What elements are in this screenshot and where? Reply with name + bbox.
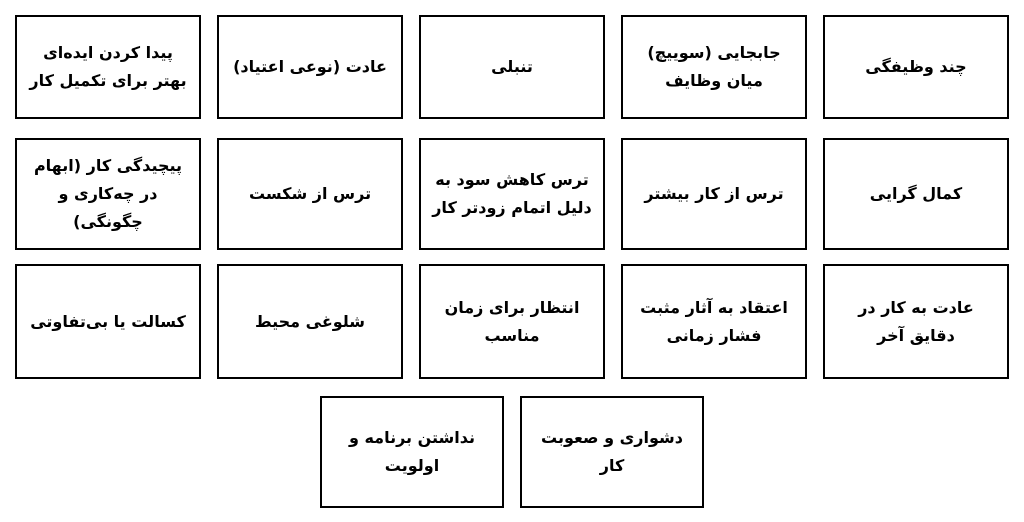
diagram-box-noisy-environment: [217, 264, 403, 379]
box-label: جابجایی (سوییچ) میان وظایف: [647, 43, 781, 90]
diagram-box-multitasking: [823, 15, 1009, 119]
box-label: انتظار برای زمان مناسب: [444, 297, 580, 345]
box-label: ترس کاهش سود به دلیل اتمام زودتر کار: [432, 170, 592, 217]
diagram-box-fear-of-more-work: [621, 138, 807, 250]
box-label: نداشتن برنامه و اولویت: [348, 428, 476, 475]
box-label: چند وظیفگی: [865, 57, 967, 76]
diagram-box-task-difficulty: [520, 396, 704, 508]
diagram-box-fear-of-failure: [217, 138, 403, 250]
box-label: ترس از کار بیشتر: [644, 184, 784, 203]
box-label: شلوغی محیط: [254, 311, 366, 331]
diagram-row-4: [0, 396, 1024, 508]
box-label: اعتقاد به آثار مثبت فشار زمانی: [640, 297, 788, 345]
diagram-box-fear-of-profit-loss: [419, 138, 605, 250]
box-label: پیدا کردن ایده‌ای بهتر برای تکمیل کار: [29, 43, 187, 90]
box-label: پیچیدگی کار (ابهام در چه‌کاری و چگونگی): [33, 156, 183, 231]
box-label: عادت به کار در دقایق آخر: [858, 297, 974, 345]
box-label: تنبلی: [491, 57, 533, 76]
diagram-row-3: [0, 264, 1024, 379]
diagram-box-finding-better-idea: [15, 15, 201, 119]
diagram-box-no-plan-priority: [320, 396, 504, 508]
diagram-row-2: [0, 138, 1024, 250]
diagram-box-habit-addiction: [217, 15, 403, 119]
box-label: کمال گرایی: [869, 184, 963, 203]
box-label: عادت (نوعی اعتیاد): [233, 57, 387, 76]
diagram-row-1: [0, 15, 1024, 119]
box-label: کسالت یا بی‌تفاوتی: [30, 311, 186, 331]
diagram-box-boredom-indifference: [15, 264, 201, 379]
diagram-box-task-switching: [621, 15, 807, 119]
diagram-box-belief-in-time-pressure: [621, 264, 807, 379]
diagram-box-last-minute-habit: [823, 264, 1009, 379]
diagram-box-laziness: [419, 15, 605, 119]
box-label: دشواری و صعوبت کار: [541, 428, 683, 475]
diagram-box-task-complexity: [15, 138, 201, 250]
box-label: ترس از شکست: [248, 184, 372, 203]
diagram-box-perfectionism: [823, 138, 1009, 250]
diagram-box-waiting-for-right-time: [419, 264, 605, 379]
